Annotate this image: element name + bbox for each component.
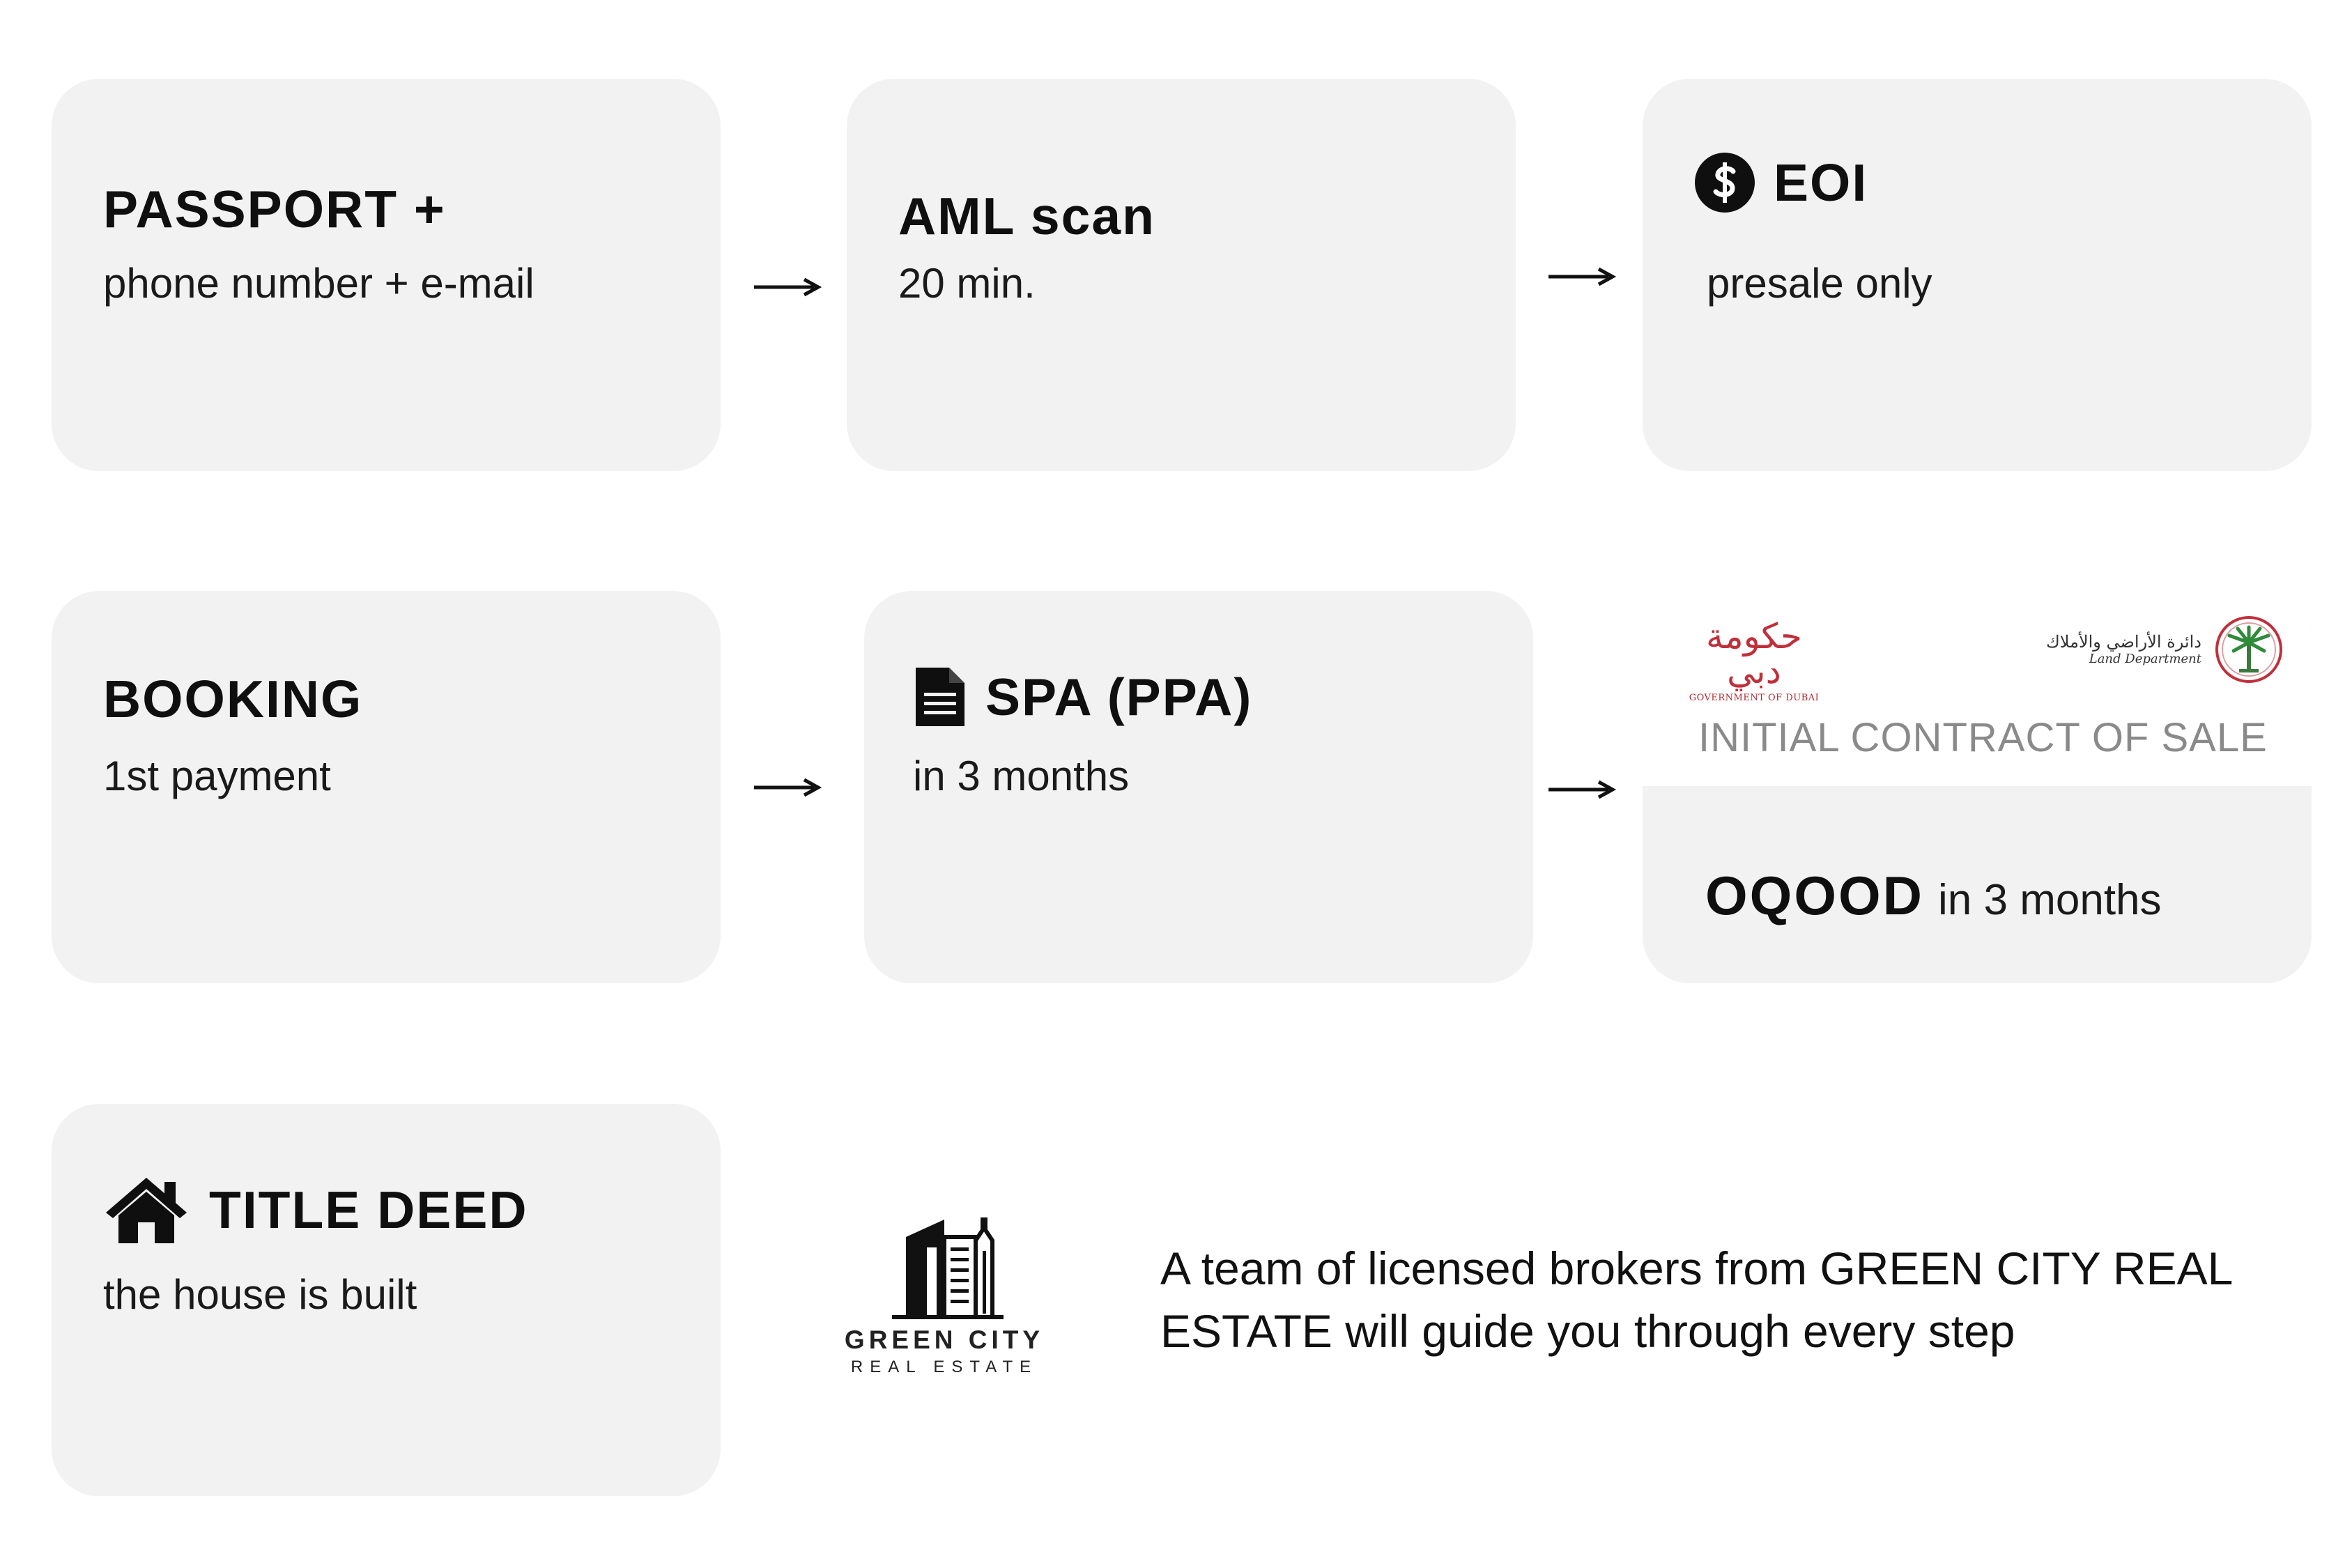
initial-contract-certificate — [1643, 585, 2312, 786]
dollar-circle-icon — [1694, 152, 1755, 213]
seal-english-text: Land Department — [2089, 651, 2201, 666]
step-title: AML scan — [898, 187, 1155, 245]
step-card-eoi — [1643, 79, 2312, 471]
document-icon — [913, 665, 967, 729]
buildings-icon — [878, 1209, 1010, 1321]
step-title: OQOOD — [1705, 865, 1925, 926]
step-title: SPA (PPA) — [985, 667, 1253, 726]
tagline-text: A team of licensed brokers from GREEN CITY REAL ESTATE will guide you through every step — [1160, 1243, 2231, 1357]
house-icon — [103, 1175, 190, 1245]
step-card-spa — [864, 591, 1533, 983]
seal-arabic-text: دائرة الأراضي والأملاك — [2045, 632, 2201, 652]
government-of-dubai-seal — [1674, 616, 1834, 703]
palm-emblem-icon — [2214, 615, 2284, 684]
step-title: PASSPORT + — [103, 180, 446, 238]
land-department-seal — [2046, 615, 2284, 684]
step-subtitle: presale only — [1707, 260, 1932, 307]
logo-name: GREEN CITY — [844, 1325, 1045, 1354]
arrow-right-icon — [753, 277, 822, 298]
logo-subname: REAL ESTATE — [850, 1358, 1038, 1376]
arrow-right-icon — [1547, 266, 1617, 287]
certificate-title: INITIAL CONTRACT OF SALE — [1698, 715, 2268, 760]
arrow-right-icon — [753, 777, 822, 798]
step-subtitle: the house is built — [103, 1271, 417, 1318]
step-subtitle: in 3 months — [913, 753, 1130, 799]
step-subtitle: in 3 months — [1938, 876, 2162, 924]
arrow-right-icon — [1547, 779, 1617, 800]
step-card-aml — [847, 79, 1516, 471]
step-subtitle: phone number + e-mail — [103, 260, 535, 307]
step-title: BOOKING — [103, 670, 363, 728]
step-title: EOI — [1774, 153, 1868, 212]
seal-arabic-text: حكومة دبي — [1706, 616, 1802, 691]
step-subtitle: 1st payment — [103, 753, 331, 799]
step-card-title-deed — [52, 1104, 721, 1496]
seal-english-text: GOVERNMENT OF DUBAI — [1689, 693, 1820, 703]
green-city-logo — [840, 1209, 1049, 1377]
step-title: TITLE DEED — [209, 1180, 528, 1239]
step-card-passport — [52, 79, 721, 471]
step-card-oqood — [1643, 585, 2312, 983]
step-subtitle: 20 min. — [898, 260, 1036, 307]
step-card-booking — [52, 591, 721, 983]
